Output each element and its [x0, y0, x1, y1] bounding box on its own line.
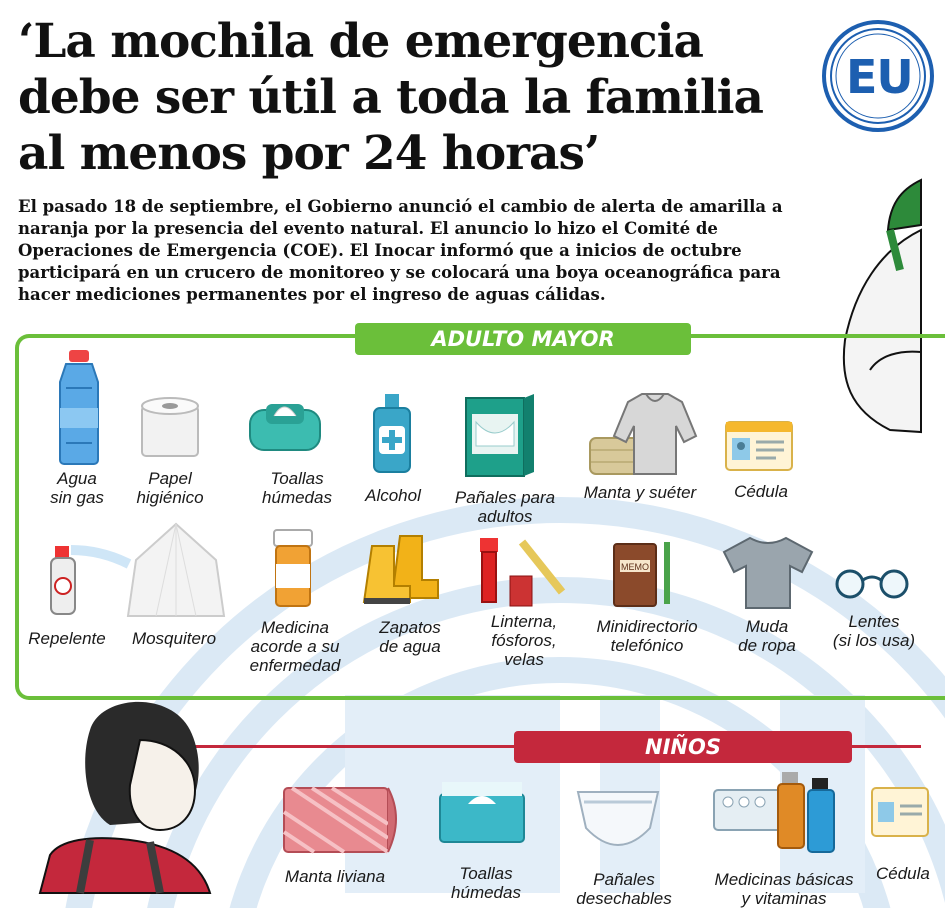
- girl-with-backpack-illustration: [30, 690, 220, 893]
- item-label-linterna: Linterna, fósforos, velas: [490, 612, 558, 669]
- item-label-lentes: Lentes (si los usa): [832, 612, 916, 650]
- item-label-alcohol: Alcohol: [365, 486, 421, 505]
- item-label-mosquitero: Mosquitero: [131, 629, 217, 648]
- kids-label-cedula: Cédula: [876, 864, 930, 883]
- kids-section-label: NIÑOS: [514, 731, 852, 763]
- adult-diapers-icon: [462, 392, 538, 480]
- item-label-cedula: Cédula: [734, 482, 788, 501]
- kids-label-toallas: Toallas húmedas: [451, 864, 521, 902]
- item-label-panales-adultos: Pañales para adultos: [454, 488, 556, 526]
- repellent-spray-icon: [45, 540, 131, 616]
- item-label-papel: Papel higiénico: [136, 469, 204, 507]
- headline: ‘La mochila de emergencia debe ser útil a toda la familia al menos por 24 horas’: [18, 14, 763, 181]
- kids-id-card-icon: [870, 786, 930, 838]
- medicines-vitamins-icon: [712, 770, 838, 856]
- item-label-minidirectorio: Minidirectorio telefónico: [596, 617, 698, 655]
- item-label-toallas: Toallas húmedas: [262, 469, 332, 507]
- tshirt-icon: [722, 534, 814, 610]
- item-label-manta-sueter: Manta y suéter: [583, 483, 697, 502]
- kids-label-panales: Pañales desechables: [576, 870, 672, 908]
- item-label-agua: Agua sin gas: [50, 469, 104, 507]
- item-label-muda: Muda de ropa: [738, 617, 796, 655]
- water-bottle-icon: [52, 348, 106, 466]
- light-blanket-icon: [282, 782, 406, 856]
- item-label-repelente: Repelente: [28, 629, 106, 648]
- adult-section-label: ADULTO MAYOR: [355, 323, 691, 355]
- item-label-zapatos: Zapatos de agua: [379, 618, 441, 656]
- rain-boots-icon: [362, 532, 442, 608]
- phone-book-icon: [612, 540, 674, 610]
- medicine-bottle-icon: [270, 528, 316, 608]
- kids-label-medicinas: Medicinas básicas y vitaminas: [714, 870, 854, 908]
- wet-wipes-icon: [248, 396, 322, 456]
- flashlight-icon: [472, 536, 568, 608]
- lead-paragraph: El pasado 18 de septiembre, el Gobierno anunció el cambio de alerta de amarilla a naranja por la presencia del evento natural. El anuncio lo hizo el Comité de Operaciones de Emergencia (COE). El Inocar informó que a inicios de octubre participará en un crucero de monitoreo y se colocará una boya oceanográfica para hacer mediciones permanentes por el ingreso de aguas cálidas.: [18, 197, 783, 304]
- kids-label-manta: Manta liviana: [284, 867, 386, 886]
- blanket-sweater-icon: [588, 392, 698, 480]
- mosquito-net-icon: [126, 520, 226, 620]
- alcohol-bottle-icon: [371, 392, 413, 474]
- glasses-icon: [830, 566, 914, 598]
- item-label-medicina: Medicina acorde a su enfermedad: [249, 618, 341, 675]
- toilet-paper-icon: [138, 396, 202, 460]
- logo-text: EU: [846, 50, 913, 104]
- diaper-icon: [574, 782, 662, 858]
- phone-book-text: MEMO: [621, 562, 649, 572]
- id-card-icon: [724, 420, 794, 472]
- kids-wipes-icon: [438, 780, 526, 846]
